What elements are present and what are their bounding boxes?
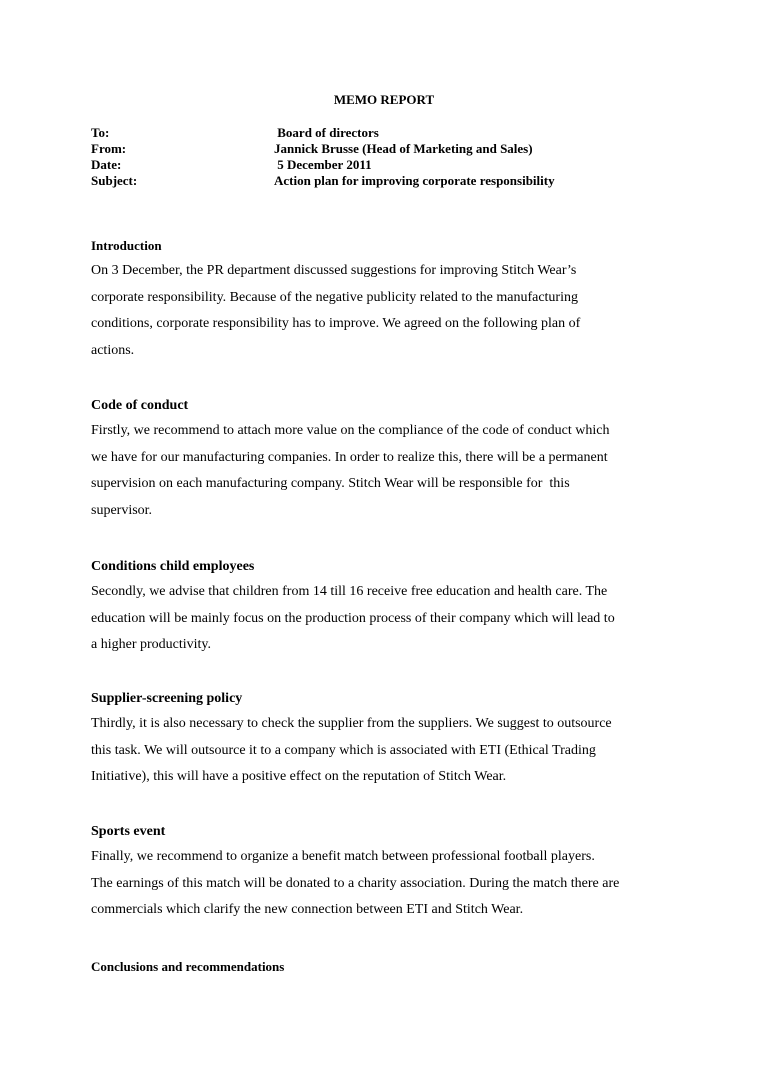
header-row-subject [91,173,555,189]
section-body [91,844,691,924]
body-line: commercials which clarify the new connection between ETI and Stitch Wear. [91,902,524,918]
section-conditions-child-employees [91,557,691,659]
section-sports-event [91,822,691,924]
section-conclusions-and-recommendations [91,957,691,977]
body-line: actions. [91,343,135,359]
body-line: Secondly, we advise that children from 14 till 16 receive free education and health care. The [91,584,608,599]
section-heading: Introduction [91,238,162,253]
header-row-from [91,141,555,157]
section-code-of-conduct [91,396,691,525]
header-value-date: 5 December 2011 [274,157,372,172]
body-line: corporate responsibility. Because of the negative publicity related to the manufacturing [91,289,578,305]
body-line: education will be mainly focus on the production process of their company which will lead to [91,610,615,626]
section-body [91,418,691,525]
body-line: a higher productivity. [91,637,212,653]
header-value-subject: Action plan for improving corporate responsibility [274,173,555,188]
header-label-subject: Subject: [91,173,138,188]
memo-title-text: MEMO REPORT [333,92,435,107]
section-body [91,711,691,791]
header-label-to: To: [91,125,110,140]
section-heading: Code of conduct [91,398,189,413]
body-line: Firstly, we recommend to attach more value on the compliance of the code of conduct which [91,423,610,438]
section-supplier-screening-policy [91,689,691,791]
section-heading: Supplier-screening policy [91,691,243,706]
section-heading: Sports event [91,824,166,839]
memo-header [91,125,555,189]
body-line: supervisor. [91,503,153,519]
body-line: On 3 December, the PR department discussed suggestions for improving Stitch Wear’s [91,263,577,278]
body-line: The earnings of this match will be donated to a charity association. During the match there are [91,875,620,891]
header-row-to [91,125,555,141]
body-line: conditions, corporate responsibility has to improve. We agreed on the following plan of [91,316,581,332]
header-label-date: Date: [91,157,122,172]
body-line: this task. We will outsource it to a company which is associated with ETI (Ethical Trading [91,742,596,758]
body-line: Thirdly, it is also necessary to check the supplier from the suppliers. We suggest to outsource [91,716,612,731]
body-line: Finally, we recommend to organize a benefit match between professional football players. [91,849,595,864]
header-value-to: Board of directors [274,125,379,140]
body-line: we have for our manufacturing companies. In order to realize this, there will be a permanent [91,449,608,465]
section-body [91,258,691,365]
header-value-from: Jannick Brusse (Head of Marketing and Sales) [274,141,533,156]
memo-title [0,92,768,108]
section-introduction [91,236,691,365]
body-line: supervision on each manufacturing company. Stitch Wear will be responsible for this [91,476,570,492]
body-line: Initiative), this will have a positive effect on the reputation of Stitch Wear. [91,769,507,785]
section-body [91,579,691,659]
header-label-from: From: [91,141,127,156]
section-heading: Conditions child employees [91,559,255,574]
header-row-date [91,157,555,173]
section-heading: Conclusions and recommendations [91,959,285,974]
